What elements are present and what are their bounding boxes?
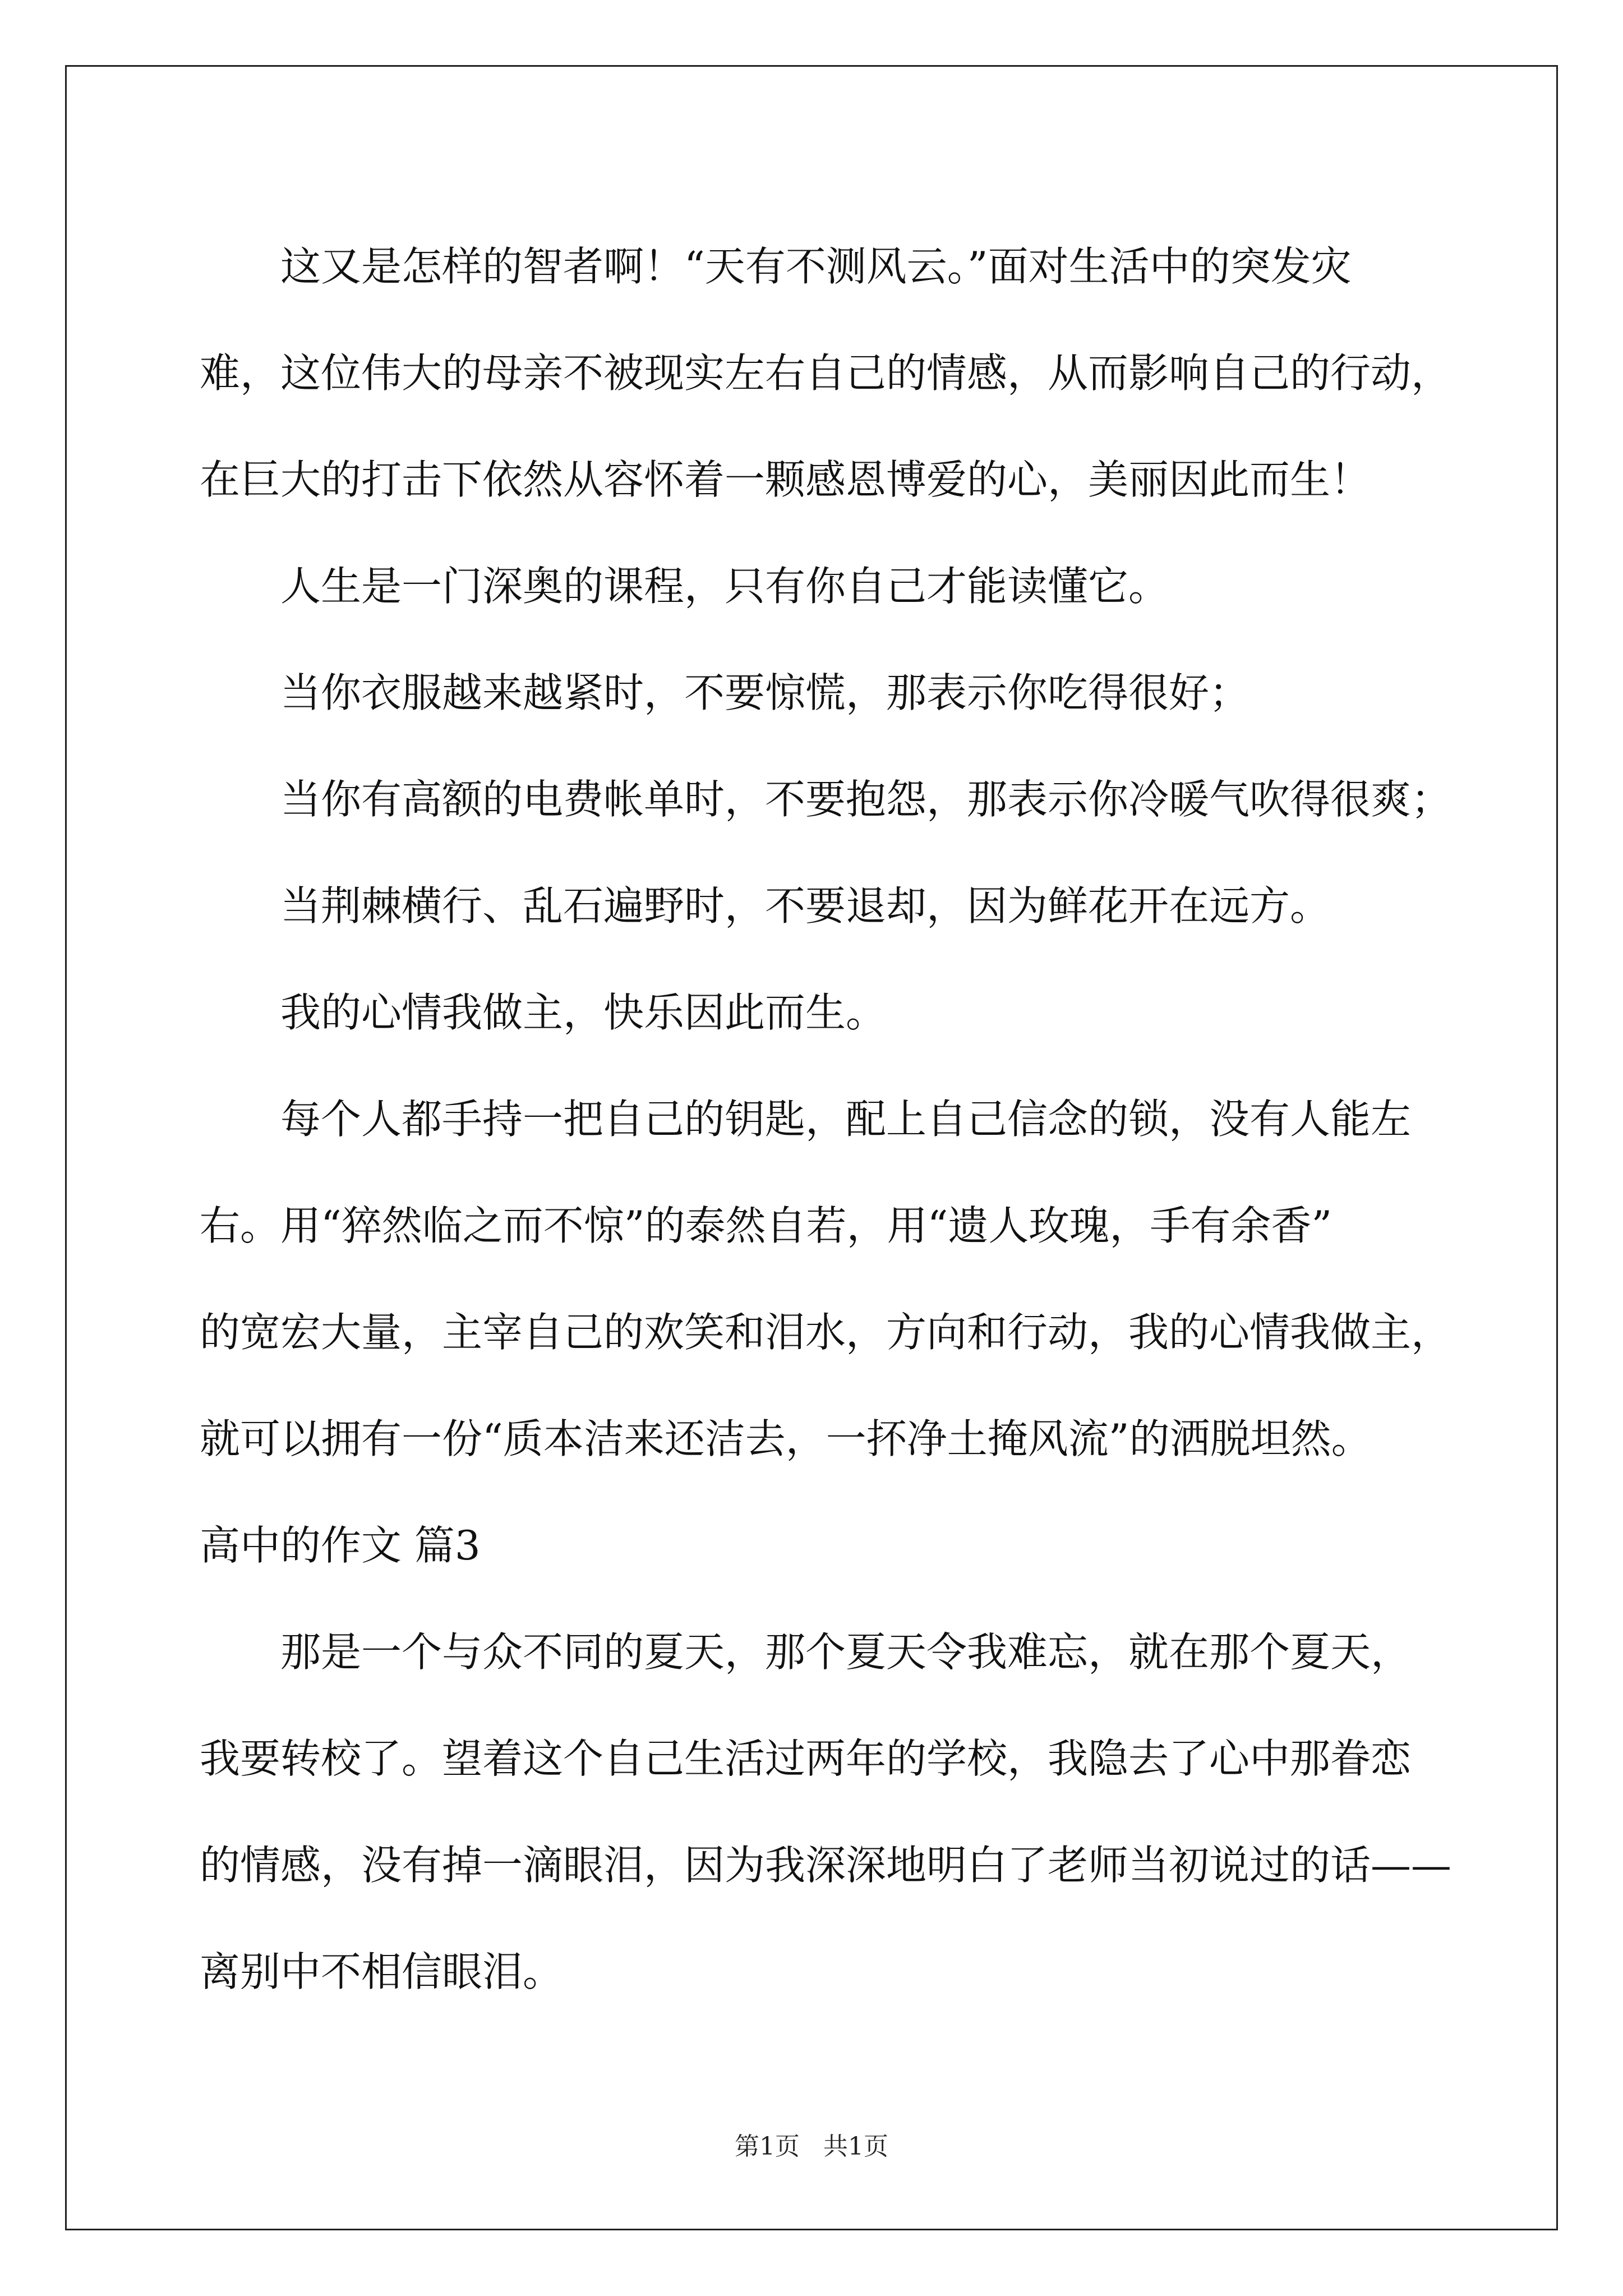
paragraph-line: 在巨大的打击下依然从容怀着一颗感恩博爱的心，美丽因此而生！ xyxy=(200,456,1371,503)
page-number-total: 共1页 xyxy=(823,2132,888,2161)
paragraph-line: 我要转校了。望着这个自己生活过两年的学校，我隐去了心中那眷恋 xyxy=(200,1735,1412,1782)
page-number-current: 第1页 xyxy=(735,2132,800,2161)
section-heading: 高中的作文 篇3 xyxy=(200,1522,481,1569)
paragraph-line: 就可以拥有一份“质本洁来还洁去，一抔净土掩风流”的洒脱坦然。 xyxy=(200,1415,1372,1462)
paragraph-line: 每个人都手持一把自己的钥匙，配上自己信念的锁，没有人能左 xyxy=(280,1096,1412,1143)
paragraph-line: 那是一个与众不同的夏天，那个夏天令我难忘，就在那个夏天， xyxy=(280,1628,1412,1676)
page-footer xyxy=(0,2126,1623,2162)
paragraph-line: 难，这位伟大的母亲不被现实左右自己的情感，从而影响自己的行动， xyxy=(200,349,1452,397)
paragraph-line: 当荆棘横行、乱石遍野时，不要退却，因为鲜花开在远方。 xyxy=(280,882,1331,930)
paragraph-line: 这又是怎样的智者啊！“天有不测风云。”面对生活中的突发灾 xyxy=(280,243,1352,290)
paragraph-line: 的情感，没有掉一滴眼泪，因为我深深地明白了老师当初说过的话—— xyxy=(200,1842,1452,1889)
paragraph-line: 右。用“猝然临之而不惊”的泰然自若，用“遗人玫瑰，手有余香” xyxy=(200,1202,1332,1249)
paragraph-line: 人生是一门深奥的课程，只有你自己才能读懂它。 xyxy=(280,563,1169,610)
paragraph-line: 我的心情我做主，快乐因此而生。 xyxy=(280,989,887,1036)
paragraph-line: 当你衣服越来越紧时，不要惊慌，那表示你吃得很好； xyxy=(280,669,1250,716)
paragraph-line: 当你有高额的电费帐单时，不要抱怨，那表示你冷暖气吹得很爽； xyxy=(280,776,1452,823)
paragraph-line: 离别中不相信眼泪。 xyxy=(200,1948,564,1995)
document-body xyxy=(200,213,1452,2025)
paragraph-line: 的宽宏大量，主宰自己的欢笑和泪水，方向和行动，我的心情我做主， xyxy=(200,1309,1452,1356)
